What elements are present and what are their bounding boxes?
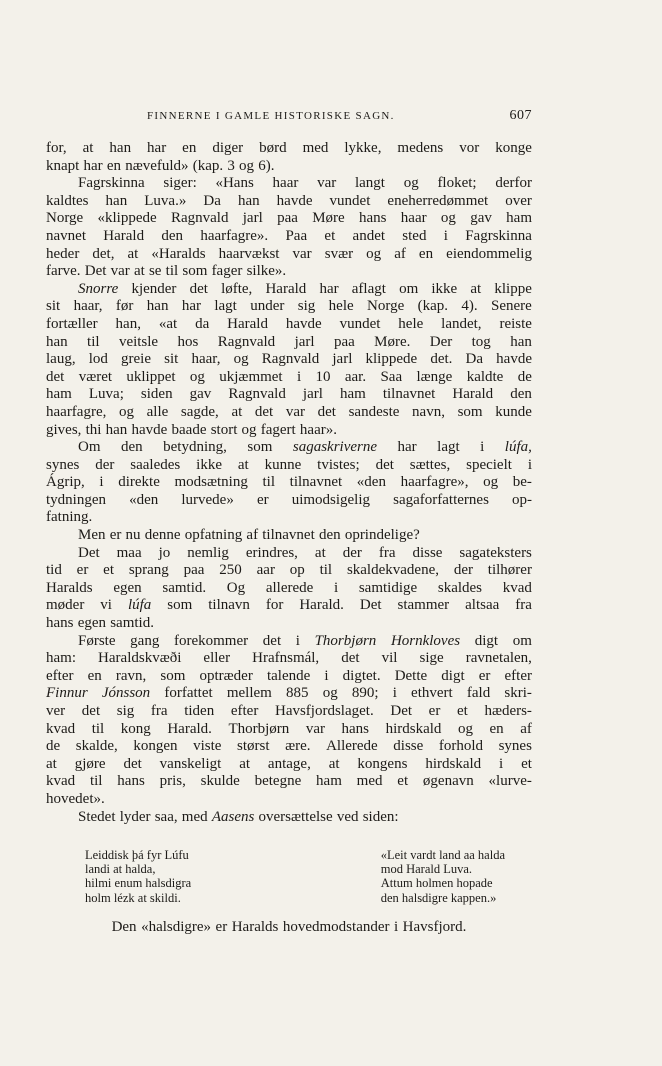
closing-line [46, 919, 532, 937]
text-line: Snorre kjender det løfte, Harald har aflagt om ikke at klippe [78, 280, 532, 297]
text-line: at gjøre det vanskeligt at antage, at kongens hirdskald i et [46, 755, 532, 772]
text-line: det været uklippet og ukjæmmet i 10 aar. Saa længe kaldte de [46, 368, 532, 385]
verse-line: «Leit vardt land aa halda [380, 848, 505, 862]
running-head [147, 108, 532, 124]
text-line: møder vi lúfa som tilnavn for Harald. Det stammer altsaa fra [46, 597, 532, 614]
text-line: gives, thi han havde baade stort og fagert haar». [46, 421, 337, 438]
text-line: efter en ravn, som optræder talende i digtet. Dette digt er efter [46, 667, 532, 684]
text-line: laug, lod greie sit haar, og Ragnvald jarl klippede det. Da havde [46, 351, 532, 368]
text-line: ver det sig fra tiden efter Havsfjordslaget. Det er et hæders- [46, 703, 532, 719]
text-line: for, at han har en diger børd med lykke, medens vor konge [46, 140, 532, 156]
verse-line: landi at halda, [85, 862, 156, 877]
text-line: Finnur Jónsson forfattet mellem 885 og 890; i ethvert fald skri- [46, 685, 532, 702]
text-line: hovedet». [46, 790, 105, 807]
verse-line: hilmi enum halsdigra [85, 876, 192, 891]
text-line: Fagrskinna siger: «Hans haar var langt og floket; derfor [78, 175, 532, 192]
text-line: fortæller han, «at da Harald havde vundet hele landet, reiste [46, 315, 532, 332]
verse-original [85, 848, 191, 905]
text-line: hans egen samtid. [46, 615, 154, 632]
text-line: tid er et sprang paa 250 aar op til skaldekvadene, der tilhører [46, 562, 532, 579]
text-line: tydningen «den lurvede» er uimodsigelig sagaforfatternes op- [46, 491, 532, 508]
verse-line: den halsdigre kappen.» [380, 890, 497, 905]
text-line: Stedet lyder saa, med Aasens oversættelse ved siden: [78, 808, 399, 825]
verse-line: holm lézk at skildi. [85, 890, 181, 905]
verse-line: mod Harald Luva. [380, 862, 473, 877]
text-line: ham Luva; siden gav Ragnvald jarl ham tilnavnet Harald den [46, 386, 532, 403]
text-line: fatning. [46, 509, 93, 526]
text-line: farve. Det var at se til som fager silke». [46, 263, 287, 280]
text-line: kvad til kong Harald. Thorbjørn var hans hirdskald og en af [46, 720, 532, 737]
text-line: han til veitsle hos Ragnvald jarl paa Møre. Der tog han [46, 333, 532, 350]
text-line: kaldtes han Luva.» Da han havde vundet eneherredømmet over [46, 192, 532, 209]
text-line: ham: Haraldskvæði eller Hrafnsmál, det vil sige ravnetalen, [46, 650, 532, 667]
text-line: Om den betydning, som sagaskriverne har lagt i lúfa, [78, 439, 532, 456]
page-number: 607 [509, 108, 532, 123]
text-line: Norge «klippede Ragnvald jarl paa Møre hans haar og gav ham [46, 210, 532, 227]
text-line: Det maa jo nemlig erindres, at der fra disse sagateksters [78, 544, 532, 561]
body-text [46, 140, 532, 826]
text-line: synes der saaledes ikke at kunne tvistes; det sættes, specielt i [46, 456, 532, 473]
text-line: Ágrip, i direkte modsætning til tilnavnet «den haarfagre», og be- [46, 474, 532, 491]
verse-line: Attum holmen hopade [380, 876, 493, 891]
text-line: Den «halsdigre» er Haralds hovedmodstander i Havsfjord. [111, 919, 467, 935]
verse-line: Leiddisk þá fyr Lúfu [85, 848, 189, 862]
running-title: FINNERNE I GAMLE HISTORISKE SAGN. [147, 110, 395, 122]
verse-translation [381, 848, 505, 905]
text-line: haarfagre, og alle sagde, at det var det sandeste navn, som kunde [46, 403, 532, 420]
text-line: kvad til hans pris, skulde betegne ham med et øgenavn «lurve- [46, 773, 532, 790]
verse-block [85, 848, 505, 905]
text-line: knapt har en nævefuld» (kap. 3 og 6). [46, 157, 275, 174]
text-line: de skalde, kongen viste størst ære. Allerede disse forhold synes [46, 738, 532, 755]
text-line: Haralds egen samtid. Og allerede i samtidige skaldes kvad [46, 579, 532, 596]
text-line: Første gang forekommer det i Thorbjørn Hornkloves digt om [78, 632, 532, 649]
text-line: heder det, at «Haralds haarvækst var svær og af en eiendommelig [46, 245, 532, 262]
text-line: Men er nu denne opfatning af tilnavnet den oprindelige? [78, 527, 420, 544]
text-line: navnet Harald den haarfagre». Paa et andet sted i Fagrskinna [46, 227, 532, 244]
text-line: sit haar, før han har lagt under sig hele Norge (kap. 4). Senere [46, 298, 532, 315]
